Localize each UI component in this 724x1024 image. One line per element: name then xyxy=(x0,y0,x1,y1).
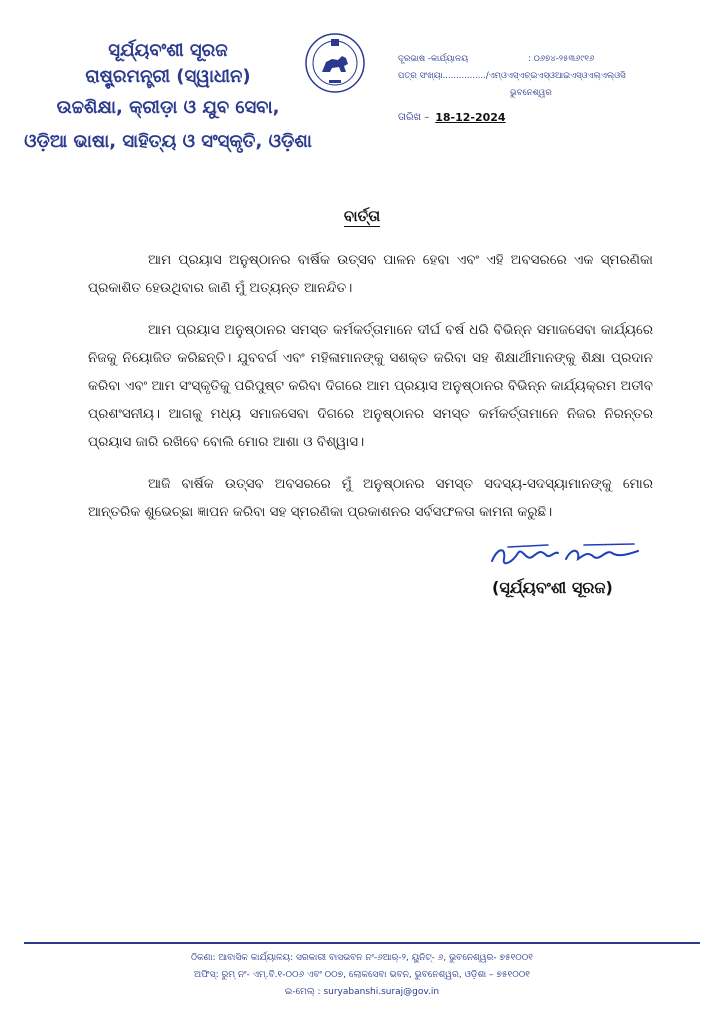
paragraph-1: ଆମ ପ୍ରୟାସ ଅନୁଷ୍ଠାନର ବାର୍ଷିକ ଉତ୍ସବ ପାଳନ ହେବା ଏବଂ ଏହି ଅବସରରେ ଏକ ସ୍ମରଣିକା ପ୍ରକାଶିତ ହେଉଥିବାର ଜାଣି ମୁଁ ଅତ୍ୟନ୍ତ ଆନନ୍ଦିତ। xyxy=(88,252,653,296)
minister-designation: ରାଷ୍ଟ୍ରମନ୍ତ୍ରୀ (ସ୍ୱାଧୀନ) xyxy=(85,66,251,87)
handwritten-signature xyxy=(488,541,648,571)
odisha-emblem-icon xyxy=(304,32,366,94)
footer-divider xyxy=(24,942,700,944)
document-title xyxy=(0,207,724,225)
paragraph-3: ଆଜି ବାର୍ଷିକ ଉତ୍ସବ ଅବସରରେ ମୁଁ ଅନୁଷ୍ଠାନର ସମସ୍ତ ସଦସ୍ୟ-ସଦସ୍ୟାମାନଙ୍କୁ ମୋର ଆନ୍ତରିକ ଶୁଭେଚ୍ଛା ଜ୍ଞାପନ କରିବା ସହ ସ୍ମରଣିକା ପ୍ରକାଶନର ସର୍ବସଫଳତା କାମନା କରୁଛି। xyxy=(88,476,653,520)
date-value: 18-12-2024 xyxy=(435,111,506,124)
office-header xyxy=(18,38,318,156)
letter-number: ପତ୍ର ସଂଖ୍ୟା................/ଏମ୍ଓଏସ୍ଏଚ୍ଇଏସ୍ଓଆଇଏସ୍ଓଏଲ୍ଏଲ୍ଓସି xyxy=(398,70,626,81)
date-row xyxy=(398,109,708,126)
footer-office: ଅଫିସ୍: ରୁମ୍ ନଂ- ଏମ୍.ବି.୧-୦୦୬ ଏବଂ ୦୦୭, ଲୋକସେବା ଭବନ, ଭୁବନେଶ୍ୱର, ଓଡ଼ିଶା – ୭୫୧୦୦୧ xyxy=(194,970,530,980)
title-text: ବାର୍ତ୍ତା xyxy=(343,207,381,225)
footer-email: ଇ-ମେଲ୍ : suryabanshi.suraj@gov.in xyxy=(284,987,440,997)
phone-label: ଦୂରଭାଷ -କାର୍ଯ୍ୟାଳୟ xyxy=(398,53,469,64)
phone-row xyxy=(398,50,708,67)
paragraph-2: ଆମ ପ୍ରୟାସ ଅନୁଷ୍ଠାନର ସମସ୍ତ କର୍ମକର୍ତ୍ତାମାନେ ଦୀର୍ଘ ବର୍ଷ ଧରି ବିଭିନ୍ନ ସମାଜସେବା କାର୍ଯ୍ୟରେ ନିଜକୁ ନିୟୋଜିତ କରିଛନ୍ତି। ଯୁବବର୍ଗ ଏବଂ ମହିଳାମାନଙ୍କୁ ସଶକ୍ତ କରିବା ସହ ଶିକ୍ଷାର୍ଥୀମାନଙ୍କୁ ଶିକ୍ଷା ପ୍ରଦାନ କରିବା ଏବଂ ଆମ ସଂସ୍କୃତିକୁ ପରିପୁଷ୍ଟ କରିବା ଦିଗରେ ଆମ ପ୍ରୟାସ ଅନୁଷ୍ଠାନର ବିଭିନ୍ନ କାର୍ଯ୍ୟକ୍ରମ ଅତୀବ ପ୍ରଶଂସନୀୟ। ଆଗକୁ ମଧ୍ୟ ସମାଜସେବା ଦିଗରେ ଅନୁଷ୍ଠାନର ସମସ୍ତ କର୍ମକର୍ତ୍ତାମାନେ ନିଜର ନିରନ୍ତର ପ୍ରୟାସ ଜାରି ରଖିବେ ବୋଲି ମୋର ଆଶା ଓ ବିଶ୍ୱାସ। xyxy=(88,322,653,450)
letter-meta xyxy=(398,50,708,126)
department-line-1: ଉଚ୍ଚଶିକ୍ଷା, କ୍ରୀଡ଼ା ଓ ଯୁବ ସେବା, xyxy=(56,97,280,118)
phone-value: : ୦୬୭୪-୨୫୩୬୯୧୬ xyxy=(528,53,595,64)
date-label: ତାରିଖ – xyxy=(398,112,430,123)
letter-city: ଭୁବନେଶ୍ୱର xyxy=(510,87,552,98)
minister-name: ସୂର୍ଯ୍ୟବଂଶୀ ସୂରଜ xyxy=(108,40,228,61)
signer-name: (ସୂର୍ଯ୍ୟବଂଶୀ ସୂରଜ) xyxy=(492,578,613,597)
footer-address: ଠିକଣା: ଆବାସିକ କାର୍ଯ୍ୟାଳୟ: ସରକାରୀ ବାସଭବନ ନଂ-୬ଆର୍-୨, ୟୁନିଟ୍- ୬, ଭୁବନେଶ୍ୱର- ୭୫୧୦୦୧ xyxy=(191,953,533,963)
footer xyxy=(0,950,724,1001)
department-line-2: ଓଡ଼ିଆ ଭାଷା, ସାହିତ୍ୟ ଓ ସଂସ୍କୃତି, ଓଡ଼ିଶା xyxy=(24,131,312,152)
message-body xyxy=(88,246,653,540)
